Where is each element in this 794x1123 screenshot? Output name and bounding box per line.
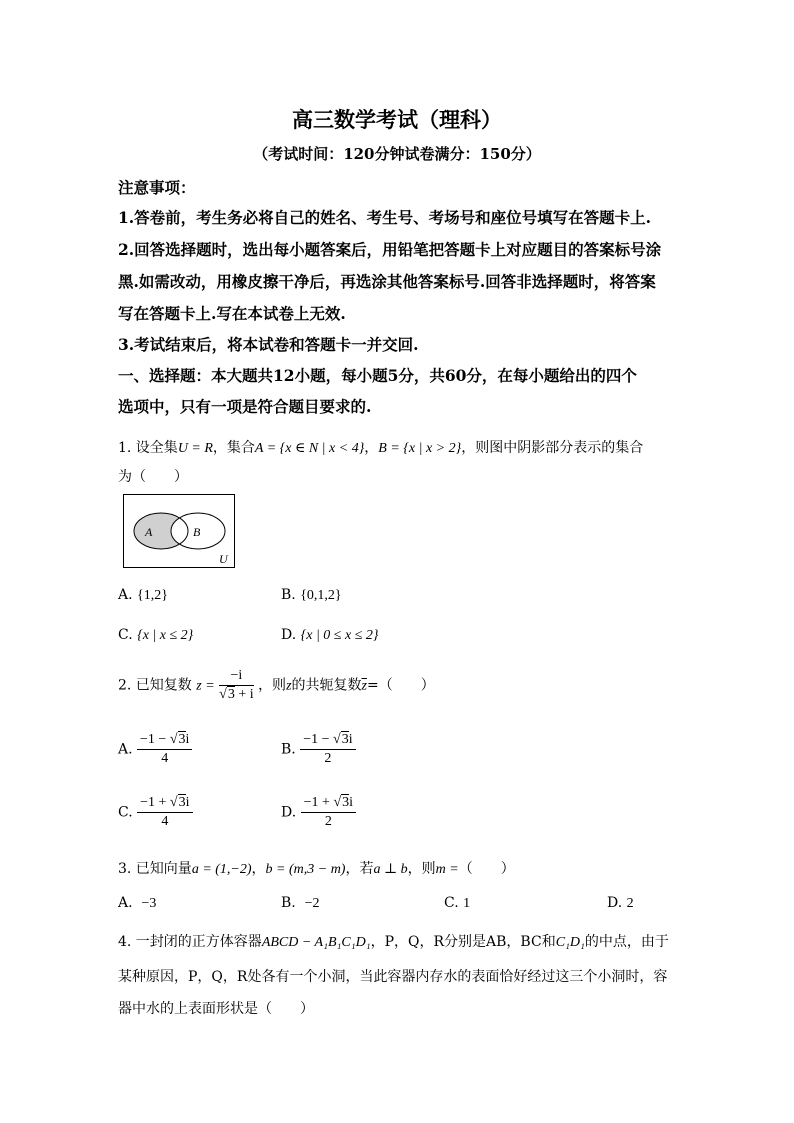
q2-option-c[interactable]: C. $\frac{-1 + √3i}{4}$	[118, 795, 193, 830]
question-4-stem: 4. 一封闭的正方体容器ABCD − A₁B₁C₁D₁，P，Q，R分别是AB，BC和C₁D₁的中点，由于	[118, 934, 669, 950]
q2-option-a[interactable]: A. $\frac{-1 - √3i}{4}$	[118, 732, 192, 767]
section-1-line-2: 选项中，只有一项是符合题目要求的.	[118, 397, 372, 416]
q3-option-d[interactable]: D. 2	[607, 895, 634, 911]
notice-line-2c: 写在答题卡上.写在本试卷上无效.	[118, 304, 346, 323]
notice-line-2a: 2.回答选择题时，选出每小题答案后，用铅笔把答题卡上对应题目的答案标号涂	[118, 240, 662, 259]
notice-line-3: 3.考试结束后，将本试卷和答题卡一并交回.	[118, 335, 419, 354]
q3-option-b[interactable]: B. −2	[281, 895, 320, 911]
question-3-stem: 3. 已知向量a = (1,−2)，b = (m,3 − m)，若a ⊥ b，则m =（ ）	[118, 861, 515, 877]
q2-option-d[interactable]: D. $\frac{-1 + √3i}{2}$	[281, 795, 356, 830]
perpendicular-expr: a ⊥ b	[373, 862, 408, 877]
notice-heading: 注意事项：	[118, 178, 196, 197]
z-conjugate: $\overline{z}$	[361, 678, 367, 694]
question-1-stem: 1. 设全集U = R，集合A = {x ∈ N | x < 4}，B = {x | x > 2}，则图中阴影部分表示的集合	[118, 440, 644, 456]
cube-expr: ABCD − A₁B₁C₁D₁	[261, 935, 371, 950]
question-4-stem-2: 某种原因，P，Q，R处各有一个小洞，当此容器内存水的表面恰好经过这三个小洞时，容	[118, 969, 668, 985]
venn-label-u: U	[219, 552, 228, 566]
question-4-stem-3: 器中水的上表面形状是（ ）	[118, 1001, 314, 1017]
vector-a-expr: a = (1,−2)	[191, 862, 252, 877]
set-b-expr: B = {x | x > 2}	[378, 441, 462, 456]
q1-option-c[interactable]: C. {x | x ≤ 2}	[118, 627, 194, 643]
notice-line-1: 1.答卷前，考生务必将自己的姓名、考生号、考场号和座位号填写在答题卡上.	[118, 208, 652, 227]
q3-option-c[interactable]: C. 1	[444, 895, 471, 911]
question-1-stem-2: 为（ ）	[118, 469, 188, 485]
exam-duration-score: （考试时间：120分钟试卷满分：150分）	[253, 145, 541, 163]
q2-option-b[interactable]: B. $\frac{-1 - √3i}{2}$	[281, 732, 356, 767]
venn-label-a: A	[145, 525, 153, 539]
venn-label-b: B	[193, 525, 201, 539]
set-a-expr: A = {x ∈ N | x < 4}	[254, 441, 365, 456]
q1-option-d[interactable]: D. {x | 0 ≤ x ≤ 2}	[281, 627, 379, 643]
vector-b-expr: b = (m,3 − m)	[265, 862, 346, 877]
question-2-stem: 2. 已知复数 z = $\frac{-i}{√3 + i}$ ，则z的共轭复数$\overline{z}=$（ ）	[118, 668, 435, 702]
q1-option-a[interactable]: A. {1,2}	[118, 587, 168, 603]
page-title: 高三数学考试（理科）	[292, 107, 502, 132]
universal-set-expr: U = R	[177, 441, 213, 456]
section-1-line-1: 一、选择题：本大题共12小题，每小题5分，共60分，在每小题给出的四个	[118, 366, 637, 385]
q3-option-a[interactable]: A. −3	[118, 895, 157, 911]
venn-diagram	[123, 494, 235, 568]
edge-expr: C₁D₁	[555, 935, 585, 950]
notice-line-2b: 黑.如需改动，用橡皮擦干净后，再选涂其他答案标号.回答非选择题时，将答案	[118, 272, 656, 291]
q1-option-b[interactable]: B. {0,1,2}	[281, 587, 342, 603]
z-fraction: $\frac{-i}{√3 + i}$	[219, 668, 254, 702]
